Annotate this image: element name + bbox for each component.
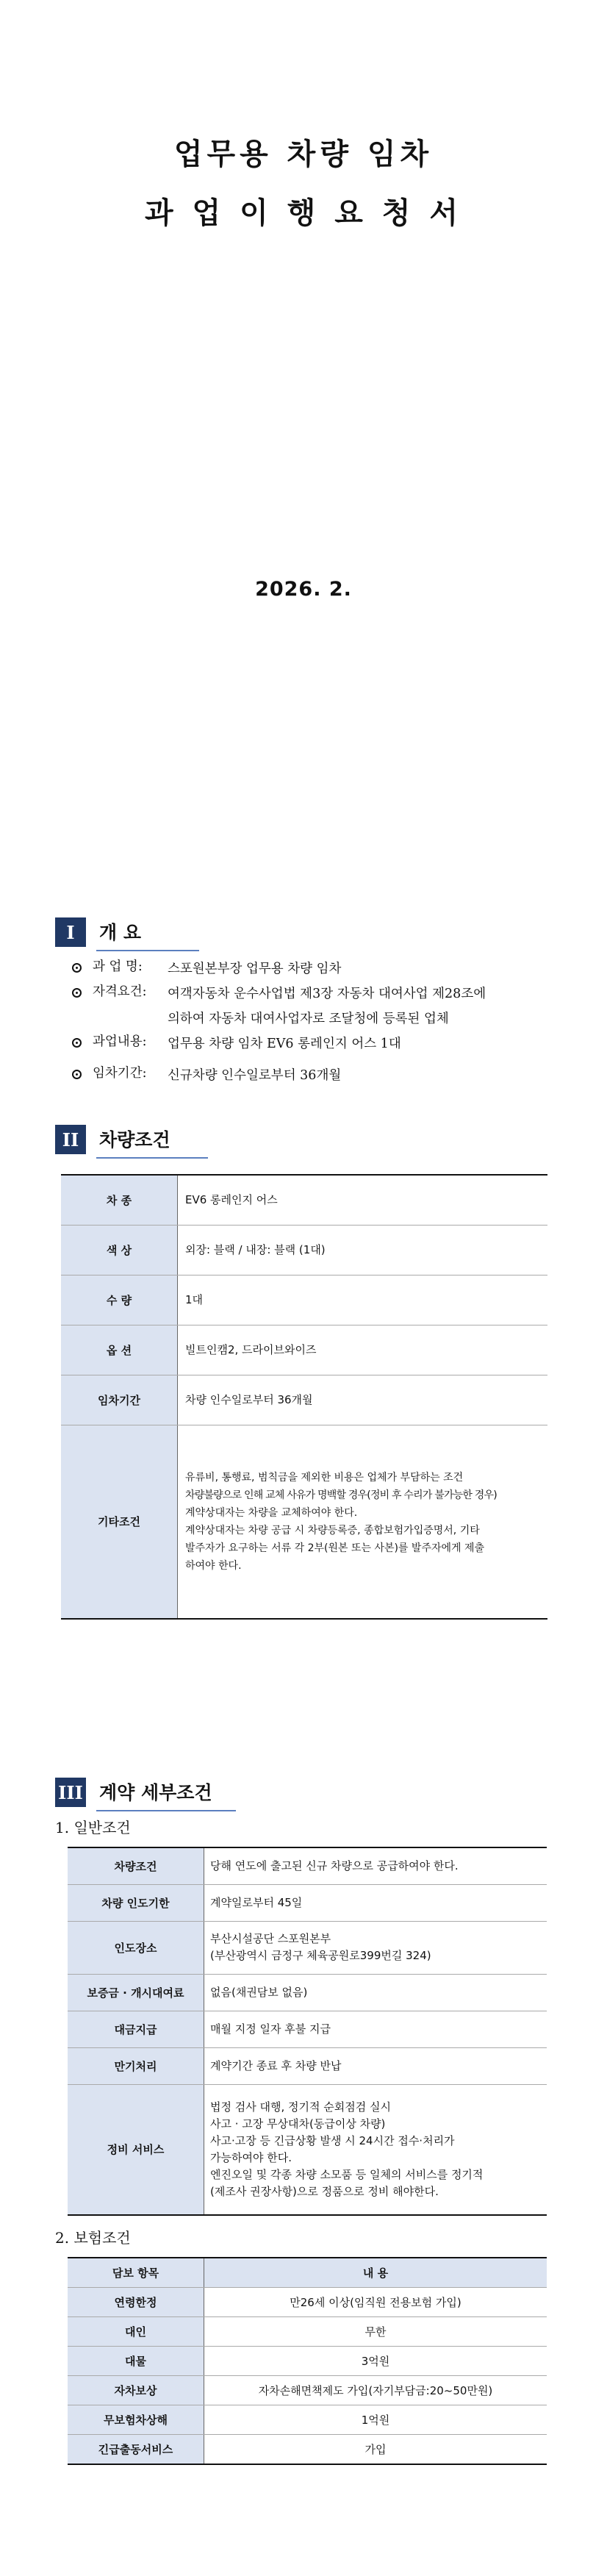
section3-title: 계약 세부조건 [99,1782,212,1803]
table-row [68,1921,547,1974]
section3-number: III [55,1778,86,1807]
row-value-line: 외장: 블랙 / 내장: 블랙 (1대) [185,1243,326,1256]
row-header: 대금지급 [68,2011,204,2047]
row-value [178,1275,548,1325]
row-value: 1억원 [204,2405,547,2435]
section1-heading [55,917,141,947]
bullet-icon [72,963,82,973]
row-header: 옵 션 [61,1325,178,1375]
row-value: 무한 [204,2317,547,2347]
section3-underline [96,1810,236,1811]
bullet-text: 여객자동차 운수사업법 제3장 자동차 대여사업 제28조에 [168,987,486,1001]
bullet-text: 신규차량 인수일로부터 36개월 [168,1068,342,1083]
general-conditions-table [68,1847,547,2216]
row-value [204,2084,547,2215]
table-row [68,2288,547,2317]
section2-number: II [55,1125,86,1154]
row-value-line: 엔진오일 및 각종 차량 소모품 등 일체의 서비스를 정기적 [210,2167,484,2181]
table-row [68,2317,547,2347]
row-value-line: 당해 연도에 출고된 신규 차량으로 공급하여야 한다. [210,1858,459,1872]
table-row [61,1425,547,1619]
row-value-line: 계약상대자는 차량을 교체하여야 한다. [185,1506,358,1519]
row-value [178,1175,548,1225]
row-value-line: 차량불량으로 인해 교체 사유가 명백할 경우(정비 후 수리가 불가능한 경우) [185,1489,497,1501]
row-value-line: (부산광역시 금정구 체육공원로399번길 324) [210,1949,431,1962]
bullet-icon [72,988,82,998]
row-value-line: 차량 인수일로부터 36개월 [185,1393,313,1406]
row-value: 자차손해면책제도 가입(자기부담금:20~50만원) [204,2376,547,2405]
column-header: 내 용 [204,2258,547,2288]
row-header: 자차보상 [68,2376,204,2405]
row-value-line: 유류비, 통행료, 범칙금을 제외한 비용은 업체가 부담하는 조건 [185,1471,464,1484]
row-value: 3억원 [204,2347,547,2376]
row-header: 보증금 · 개시대여료 [68,1974,204,2011]
table-row [68,2405,547,2435]
table-header-row [68,2258,547,2288]
table-row [68,1884,547,1921]
row-header: 수 량 [61,1275,178,1325]
document-title-line2: 과 업 이 행 요 청 서 [144,196,463,230]
bullet-text: 업무용 차량 임차 EV6 롱레인지 어스 1대 [168,1037,401,1051]
subsection-general-title: 1. 일반조건 [55,1819,131,1836]
row-value [204,1921,547,1974]
row-value [204,1884,547,1921]
row-header: 차 종 [61,1175,178,1225]
row-header: 긴급출동서비스 [68,2435,204,2465]
row-value [204,1847,547,1884]
row-header: 연령한정 [68,2288,204,2317]
row-header: 만기처리 [68,2047,204,2084]
row-header: 정비 서비스 [68,2084,204,2215]
row-value-line: 부산시설공단 스포원본부 [210,1932,331,1945]
row-value [204,2047,547,2084]
insurance-conditions-table [68,2257,547,2465]
table-row [68,2084,547,2215]
row-value [178,1375,548,1425]
table-row [68,2047,547,2084]
row-value [178,1325,548,1375]
row-value-line: 빌트인캠2, 드라이브와이즈 [185,1343,317,1356]
bullet-label: 과 업 명: [93,959,143,974]
row-value-line: 계약기간 종료 후 차량 반납 [210,2058,342,2072]
row-header: 기타조건 [61,1425,178,1619]
row-value: 가입 [204,2435,547,2465]
section3-heading [55,1778,212,1807]
column-header: 담보 항목 [68,2258,204,2288]
row-header: 색 상 [61,1225,178,1275]
row-value [204,2011,547,2047]
bullet-icon [72,1070,82,1079]
bullet-label: 자격요건: [93,984,147,999]
subsection-insurance-title: 2. 보험조건 [55,2229,131,2247]
document-date: 2026. 2. [255,578,352,601]
row-header: 무보험차상해 [68,2405,204,2435]
table-row [68,2347,547,2376]
row-value-line: 사고·고장 등 긴급상황 발생 시 24시간 접수·처리가 [210,2133,455,2147]
row-header: 대인 [68,2317,204,2347]
row-value-line: 하여야 한다. [185,1559,242,1572]
vehicle-conditions-table [61,1174,547,1620]
bullet-text: 스포원본부장 업무용 차량 임차 [168,962,342,976]
bullet-label: 임차기간: [93,1066,147,1081]
section1-title: 개 요 [99,922,142,943]
row-header: 인도장소 [68,1921,204,1974]
row-value-line: 발주자가 요구하는 서류 각 2부(원본 또는 사본)를 발주자에게 제출 [185,1542,485,1554]
row-header: 차량조건 [68,1847,204,1884]
table-row [68,2435,547,2465]
row-value [178,1425,548,1619]
table-row [68,2011,547,2047]
table-row [61,1325,547,1375]
row-value: 만26세 이상(임직원 전용보험 가입) [204,2288,547,2317]
row-value-line: 사고 · 고장 무상대차(동급이상 차량) [210,2117,386,2130]
section2-underline [96,1157,208,1159]
bullet-text: 의하여 자동차 대여사업자로 조달청에 등록된 업체 [168,1012,449,1026]
table-row [68,2376,547,2405]
section1-underline [96,950,199,951]
row-value [178,1225,548,1275]
row-header: 차량 인도기한 [68,1884,204,1921]
table-row [61,1375,547,1425]
row-value-line: (제조사 권장사항)으로 정품으로 정비 해야한다. [210,2184,439,2198]
table-row [61,1225,547,1275]
bullet-label: 과업내용: [93,1034,147,1049]
row-value-line: 1대 [185,1293,204,1306]
row-header: 대물 [68,2347,204,2376]
section2-heading [55,1125,170,1154]
table-row [61,1175,547,1225]
row-value-line: 계약일로부터 45일 [210,1895,303,1909]
table-row [68,1974,547,2011]
row-value [204,1974,547,2011]
document-title-line1: 업무용 차량 임차 [173,137,434,171]
section1-number: I [55,917,86,947]
row-value-line: 계약상대자는 차량 공급 시 차량등록증, 종합보험가입증명서, 기타 [185,1524,480,1536]
row-value-line: 매월 지정 일자 후불 지급 [210,2022,331,2036]
section2-title: 차량조건 [99,1129,170,1151]
bullet-icon [72,1038,82,1048]
row-value-line: EV6 롱레인지 어스 [185,1193,278,1207]
table-row [68,1847,547,1884]
table-row [61,1275,547,1325]
row-value-line: 법정 검사 대행, 정기적 순회점검 실시 [210,2100,391,2114]
row-header: 임차기간 [61,1375,178,1425]
row-value-line: 가능하여야 한다. [210,2150,292,2164]
row-value-line: 없음(채권담보 없음) [210,1985,308,1999]
